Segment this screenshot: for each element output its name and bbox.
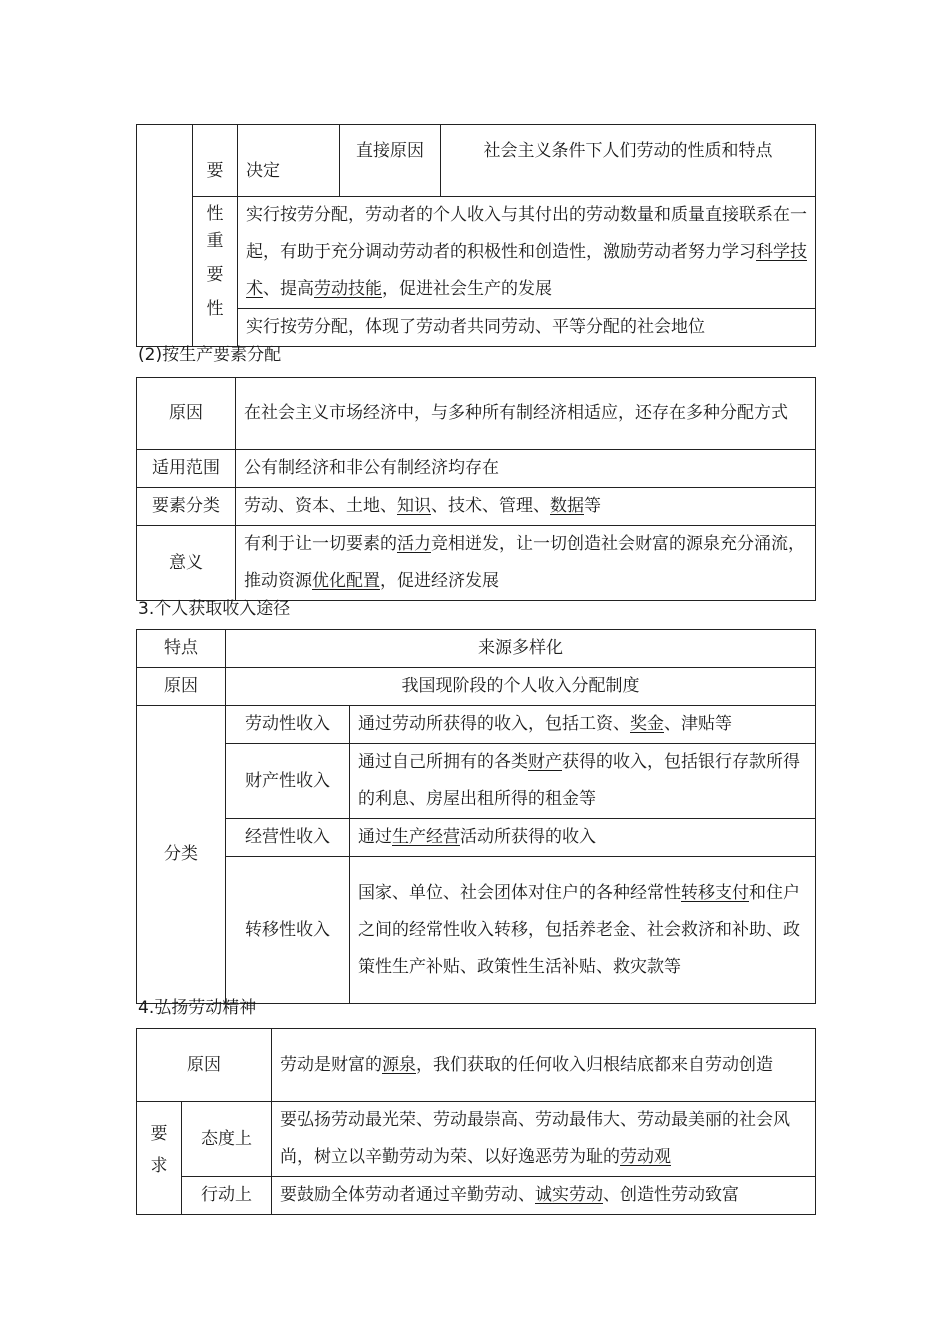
- scope-text: 公有制经济和非公有制经济均存在: [236, 450, 816, 488]
- action-label: 行动上: [182, 1177, 272, 1215]
- transfer-income-label: 转移性收入: [226, 857, 350, 1004]
- requirements-char: 要: [150, 1124, 168, 1144]
- income-sources-table: [136, 629, 816, 1004]
- table1-importance-text1: 实行按劳分配，劳动者的个人收入与其付出的劳动数量和质量直接联系在一起，有助于充分调动劳动者的积极性和创造性，激励劳动者努力学习科学技术、提高劳动技能，促进社会生产的发展: [238, 197, 816, 309]
- spirit-reason-label: 原因: [137, 1029, 272, 1102]
- labor-income-label: 劳动性收入: [226, 706, 350, 744]
- distribution-by-labor-table: [136, 124, 816, 347]
- classification-label: 分类: [137, 706, 226, 1004]
- section3-heading: 3.个人获取收入途径: [138, 599, 291, 619]
- table1-importance-text2: 实行按劳分配，体现了劳动者共同劳动、平等分配的社会地位: [238, 309, 816, 347]
- table1-direct-cause-label: 直接原因: [340, 125, 441, 197]
- property-income-text: 通过自己所拥有的各类财产获得的收入，包括银行存款所得的利息、房屋出租所得的租金等: [350, 744, 816, 819]
- scope-label: 适用范围: [137, 450, 236, 488]
- importance-char: 要: [206, 265, 224, 285]
- attitude-label: 态度上: [182, 1102, 272, 1177]
- section2-heading: (2)按生产要素分配: [138, 345, 282, 365]
- factors-text: 劳动、资本、土地、知识、技术、管理、数据等: [236, 488, 816, 526]
- meaning-text: 有利于让一切要素的活力竞相迸发，让一切创造社会财富的源泉充分涌流，推动资源优化配置，促进经济发展: [236, 526, 816, 601]
- requirements-char: 求: [150, 1156, 168, 1176]
- feature-label: 特点: [137, 630, 226, 668]
- table1-decide-cell: 决定: [238, 125, 340, 197]
- business-income-label: 经营性收入: [226, 819, 350, 857]
- table1-req-cell: 要: [193, 125, 238, 197]
- income-reason-text: 我国现阶段的个人收入分配制度: [226, 668, 816, 706]
- business-income-text: 通过生产经营活动所获得的收入: [350, 819, 816, 857]
- factors-label: 要素分类: [137, 488, 236, 526]
- attitude-text: 要弘扬劳动最光荣、劳动最崇高、劳动最伟大、劳动最美丽的社会风尚，树立以辛勤劳动为荣、以好逸恶劳为耻的劳动观: [272, 1102, 816, 1177]
- table1-blank-cell: [137, 125, 193, 347]
- table1-direct-cause-text: 社会主义条件下人们劳动的性质和特点: [441, 125, 816, 197]
- labor-income-text: 通过劳动所获得的收入，包括工资、奖金、津贴等: [350, 706, 816, 744]
- spirit-reason-text: 劳动是财富的源泉，我们获取的任何收入归根结底都来自劳动创造: [272, 1029, 816, 1102]
- distribution-by-factors-table: [136, 377, 816, 601]
- meaning-label: 意义: [137, 526, 236, 601]
- transfer-income-text: 国家、单位、社会团体对住户的各种经常性转移支付和住户之间的经常性收入转移，包括养老金、社会救济和补助、政策性生产补贴、政策性生活补贴、救灾款等: [350, 857, 816, 1004]
- requirements-label: [137, 1102, 182, 1215]
- feature-text: 来源多样化: [226, 630, 816, 668]
- labor-spirit-table: [136, 1028, 816, 1215]
- importance-char: 性: [206, 204, 224, 224]
- table1-importance-label: [193, 197, 238, 347]
- reason-text: 在社会主义市场经济中，与多种所有制经济相适应，还存在多种分配方式: [236, 378, 816, 450]
- income-reason-label: 原因: [137, 668, 226, 706]
- importance-char: 性: [206, 299, 224, 319]
- section4-heading: 4.弘扬劳动精神: [138, 998, 257, 1018]
- action-text: 要鼓励全体劳动者通过辛勤劳动、诚实劳动、创造性劳动致富: [272, 1177, 816, 1215]
- reason-label: 原因: [137, 378, 236, 450]
- importance-char: 重: [206, 231, 224, 251]
- property-income-label: 财产性收入: [226, 744, 350, 819]
